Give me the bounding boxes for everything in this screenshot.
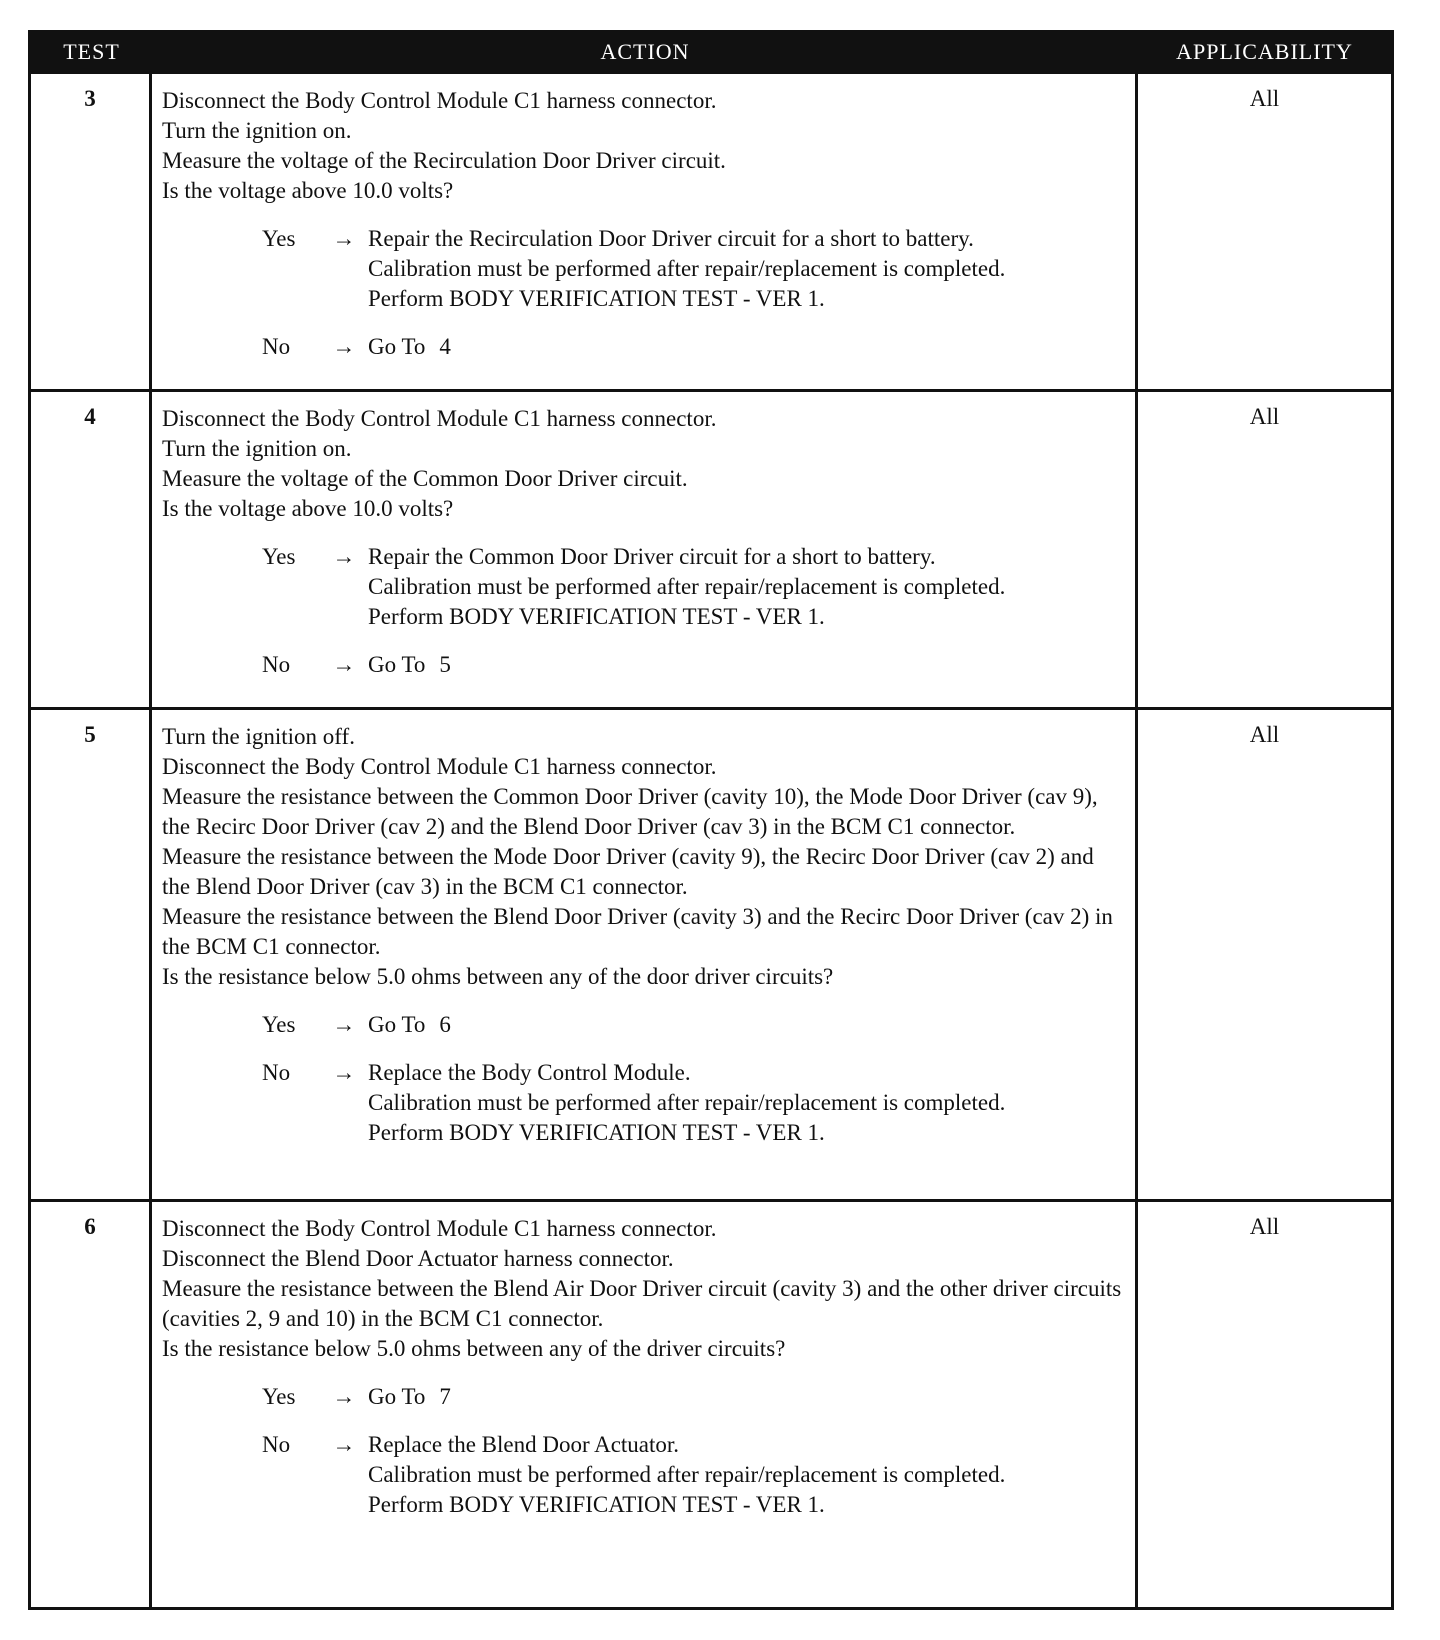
answer-yes bbox=[262, 224, 1125, 314]
answer-body bbox=[368, 1382, 1125, 1412]
goto-number: 4 bbox=[439, 334, 451, 359]
header-test: TEST bbox=[63, 39, 120, 64]
applicability-value: All bbox=[1249, 722, 1280, 747]
action-step: Disconnect the Body Control Module C1 harness connector. bbox=[162, 406, 717, 431]
answer-body bbox=[368, 1430, 1125, 1520]
action-step: Disconnect the Body Control Module C1 harness connector. bbox=[162, 754, 717, 779]
test-number: 6 bbox=[31, 1202, 152, 1607]
arrow-icon: → bbox=[332, 334, 356, 359]
answer-body bbox=[368, 1058, 1125, 1148]
header-applicability: APPLICABILITY bbox=[1176, 39, 1353, 64]
answer-label: Yes bbox=[262, 1384, 296, 1409]
answer-line: Calibration must be performed after repair/replacement is completed. bbox=[368, 574, 1006, 599]
applicability-value: All bbox=[1249, 86, 1280, 111]
arrow-icon: → bbox=[332, 226, 356, 251]
arrow-icon: → bbox=[332, 1432, 356, 1457]
answer-body bbox=[368, 224, 1125, 314]
action-step: Turn the ignition on. bbox=[162, 436, 352, 461]
applicability-value: All bbox=[1249, 1214, 1280, 1239]
answer-line: Perform BODY VERIFICATION TEST - VER 1. bbox=[368, 1492, 825, 1517]
answer-line: Calibration must be performed after repair/replacement is completed. bbox=[368, 1462, 1006, 1487]
test-number: 5 bbox=[31, 710, 152, 1199]
action-cell bbox=[152, 392, 1138, 707]
goto-text: Go To bbox=[368, 652, 426, 677]
action-step: Measure the resistance between the Blend Air Door Driver circuit (cavity 3) and the other driver circuits (cavities 2, 9 and 10) in the BCM C1 connector. bbox=[162, 1276, 1122, 1331]
answer-label: No bbox=[262, 652, 291, 677]
answer-line: Perform BODY VERIFICATION TEST - VER 1. bbox=[368, 604, 825, 629]
test-number: 4 bbox=[31, 392, 152, 707]
action-step: Turn the ignition on. bbox=[162, 118, 352, 143]
answer-label: No bbox=[262, 1060, 291, 1085]
answer-label: Yes bbox=[262, 544, 296, 569]
answer-no bbox=[262, 332, 1125, 362]
test-number: 3 bbox=[31, 74, 152, 389]
answer-line: Perform BODY VERIFICATION TEST - VER 1. bbox=[368, 286, 825, 311]
answer-label: Yes bbox=[262, 226, 296, 251]
table-header bbox=[31, 33, 1391, 71]
answer-line: Repair the Recirculation Door Driver circuit for a short to battery. bbox=[368, 226, 974, 251]
action-step: Is the resistance below 5.0 ohms between any of the driver circuits? bbox=[162, 1336, 786, 1361]
action-step: Measure the resistance between the Common Door Driver (cavity 10), the Mode Door Driver (cav 9), the Recirc Door Driver (cav 2) and the Blend Door Driver (cav 3) in the BCM C1 connector. bbox=[162, 784, 1098, 839]
action-step: Disconnect the Body Control Module C1 harness connector. bbox=[162, 88, 717, 113]
action-step: Measure the resistance between the Mode Door Driver (cavity 9), the Recirc Door Driver (cav 2) and the Blend Door Driver (cav 3) in the BCM C1 connector. bbox=[162, 844, 1094, 899]
answer-line: Calibration must be performed after repair/replacement is completed. bbox=[368, 256, 1006, 281]
arrow-icon: → bbox=[332, 1384, 356, 1409]
answer-line: Repair the Common Door Driver circuit for a short to battery. bbox=[368, 544, 936, 569]
goto-number: 5 bbox=[439, 652, 451, 677]
goto-number: 6 bbox=[439, 1012, 451, 1037]
goto-number: 7 bbox=[439, 1384, 451, 1409]
answer-body bbox=[368, 332, 1125, 362]
answer-yes bbox=[262, 542, 1125, 632]
answer-line: Calibration must be performed after repair/replacement is completed. bbox=[368, 1090, 1006, 1115]
answer-body bbox=[368, 650, 1125, 680]
action-step: Turn the ignition off. bbox=[162, 724, 355, 749]
arrow-icon: → bbox=[332, 1060, 356, 1085]
action-step: Measure the voltage of the Recirculation Door Driver circuit. bbox=[162, 148, 726, 173]
goto-text: Go To bbox=[368, 1384, 426, 1409]
arrow-icon: → bbox=[332, 652, 356, 677]
table-row bbox=[31, 707, 1391, 1199]
action-step: Is the resistance below 5.0 ohms between any of the door driver circuits? bbox=[162, 964, 834, 989]
diagnostic-table bbox=[28, 30, 1394, 1610]
action-cell bbox=[152, 1202, 1138, 1607]
goto-text: Go To bbox=[368, 1012, 426, 1037]
answer-no bbox=[262, 650, 1125, 680]
answer-yes bbox=[262, 1010, 1125, 1040]
goto-text: Go To bbox=[368, 334, 426, 359]
table-row bbox=[31, 1199, 1391, 1607]
answer-body bbox=[368, 542, 1125, 632]
arrow-icon: → bbox=[332, 544, 356, 569]
table-row bbox=[31, 71, 1391, 389]
action-cell bbox=[152, 710, 1138, 1199]
answer-yes bbox=[262, 1382, 1125, 1412]
answer-line: Perform BODY VERIFICATION TEST - VER 1. bbox=[368, 1120, 825, 1145]
action-cell bbox=[152, 74, 1138, 389]
answer-label: No bbox=[262, 1432, 291, 1457]
action-step: Disconnect the Body Control Module C1 harness connector. bbox=[162, 1216, 717, 1241]
answer-label: Yes bbox=[262, 1012, 296, 1037]
action-step: Is the voltage above 10.0 volts? bbox=[162, 496, 454, 521]
answer-body bbox=[368, 1010, 1125, 1040]
answer-no bbox=[262, 1430, 1125, 1520]
arrow-icon: → bbox=[332, 1012, 356, 1037]
header-action: ACTION bbox=[600, 39, 690, 64]
action-step: Measure the voltage of the Common Door Driver circuit. bbox=[162, 466, 688, 491]
action-step: Measure the resistance between the Blend Door Driver (cavity 3) and the Recirc Door Driver (cav 2) in the BCM C1 connector. bbox=[162, 904, 1113, 959]
answer-line: Replace the Blend Door Actuator. bbox=[368, 1432, 680, 1457]
action-step: Disconnect the Blend Door Actuator harness connector. bbox=[162, 1246, 674, 1271]
action-step: Is the voltage above 10.0 volts? bbox=[162, 178, 454, 203]
answer-line: Replace the Body Control Module. bbox=[368, 1060, 691, 1085]
applicability-value: All bbox=[1249, 404, 1280, 429]
answer-label: No bbox=[262, 334, 291, 359]
answer-no bbox=[262, 1058, 1125, 1148]
table-row bbox=[31, 389, 1391, 707]
